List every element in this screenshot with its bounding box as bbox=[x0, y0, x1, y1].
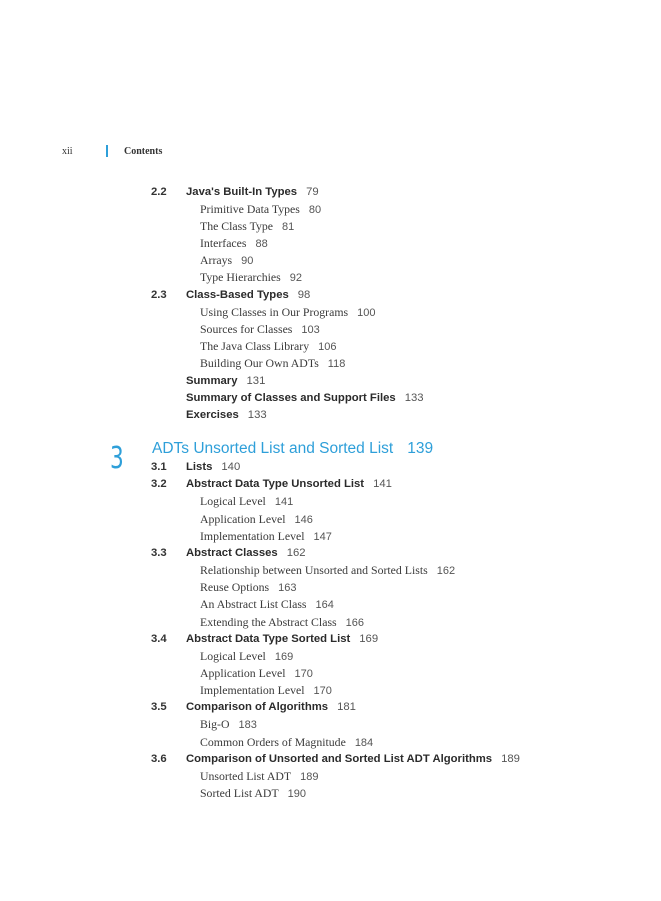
toc-entry[interactable] bbox=[200, 512, 313, 527]
toc-entry[interactable] bbox=[200, 253, 253, 268]
entry-page: 141 bbox=[274, 496, 294, 508]
entry-page: 100 bbox=[357, 307, 376, 319]
toc-entry[interactable] bbox=[151, 752, 520, 766]
entry-title: Interfaces bbox=[200, 236, 247, 250]
toc-entry[interactable] bbox=[200, 580, 297, 595]
toc-entry[interactable] bbox=[200, 683, 332, 698]
toc-entry[interactable] bbox=[200, 735, 373, 750]
entry-page: 146 bbox=[294, 514, 313, 526]
entry-page: 140 bbox=[221, 461, 241, 473]
toc-entry[interactable] bbox=[200, 339, 336, 354]
entry-title: The Class Type bbox=[200, 219, 274, 233]
header-divider bbox=[106, 145, 108, 157]
entry-title: Type Hierarchies bbox=[200, 270, 281, 284]
entry-page: 164 bbox=[315, 599, 334, 611]
entry-title: Abstract Classes bbox=[186, 547, 278, 559]
toc-entry[interactable] bbox=[200, 202, 321, 217]
entry-title: Application Level bbox=[200, 512, 286, 526]
entry-title: Implementation Level bbox=[200, 529, 305, 543]
entry-page: 147 bbox=[313, 531, 332, 543]
entry-page: 181 bbox=[337, 701, 356, 713]
entry-page: 190 bbox=[287, 788, 307, 800]
toc-entry[interactable] bbox=[151, 546, 306, 560]
toc-entry[interactable] bbox=[151, 185, 319, 199]
toc-entry[interactable] bbox=[151, 632, 378, 646]
entry-title: Lists bbox=[186, 461, 213, 473]
entry-title: Extending the Abstract Class bbox=[200, 615, 337, 629]
section-number: 3.1 bbox=[151, 461, 167, 473]
entry-title: Arrays bbox=[200, 253, 233, 267]
chapter-number: 3 bbox=[110, 441, 124, 476]
entry-title: Relationship between Unsorted and Sorted Lists bbox=[200, 563, 428, 577]
entry-title: Abstract Data Type Sorted List bbox=[186, 633, 351, 645]
entry-page: 184 bbox=[354, 737, 374, 749]
entry-page: 118 bbox=[327, 358, 346, 370]
entry-page: 169 bbox=[274, 651, 294, 663]
entry-page: 133 bbox=[247, 409, 267, 421]
entry-title: Logical Level bbox=[200, 494, 266, 508]
entry-title: Big-O bbox=[200, 717, 230, 731]
toc-entry[interactable] bbox=[151, 460, 240, 474]
entry-page: 162 bbox=[436, 565, 456, 577]
toc-entry[interactable] bbox=[200, 219, 294, 234]
toc-entry[interactable] bbox=[200, 615, 364, 630]
chapter-page: 139 bbox=[407, 440, 434, 457]
toc-entry[interactable] bbox=[200, 494, 293, 509]
entry-page: 166 bbox=[345, 617, 364, 629]
toc-entry[interactable] bbox=[200, 322, 320, 337]
entry-page: 131 bbox=[246, 375, 266, 387]
toc-entry[interactable] bbox=[200, 305, 375, 320]
entry-page: 81 bbox=[282, 221, 295, 233]
entry-title: Sorted List ADT bbox=[200, 786, 279, 800]
entry-page: 90 bbox=[241, 255, 254, 267]
entry-title: Comparison of Algorithms bbox=[186, 701, 329, 713]
section-number: 3.6 bbox=[151, 753, 167, 765]
section-number: 3.2 bbox=[151, 478, 167, 490]
entry-page: 162 bbox=[286, 547, 306, 559]
entry-title: Java's Built-In Types bbox=[186, 186, 298, 198]
entry-title: Using Classes in Our Programs bbox=[200, 305, 349, 319]
entry-page: 170 bbox=[313, 685, 332, 697]
section-number: 3.3 bbox=[151, 547, 167, 559]
toc-entry[interactable] bbox=[200, 597, 334, 612]
entry-page: 133 bbox=[404, 392, 424, 404]
entry-page: 92 bbox=[289, 272, 302, 284]
entry-page: 103 bbox=[301, 324, 320, 336]
entry-title: Logical Level bbox=[200, 649, 266, 663]
entry-title: Class-Based Types bbox=[186, 289, 289, 301]
entry-page: 141 bbox=[373, 478, 392, 490]
entry-title: Primitive Data Types bbox=[200, 202, 300, 216]
toc-entry[interactable] bbox=[200, 563, 455, 578]
section-number: 3.4 bbox=[151, 633, 167, 645]
toc-entry[interactable] bbox=[151, 288, 310, 302]
section-number: 2.2 bbox=[151, 186, 167, 198]
entry-title: Reuse Options bbox=[200, 580, 270, 594]
toc-entry[interactable] bbox=[200, 356, 345, 371]
entry-title: An Abstract List Class bbox=[200, 597, 307, 611]
toc-entry[interactable] bbox=[200, 717, 257, 732]
entry-page: 169 bbox=[359, 633, 379, 645]
entry-page: 106 bbox=[318, 341, 337, 353]
entry-title: Abstract Data Type Unsorted List bbox=[186, 478, 365, 490]
entry-title: Unsorted List ADT bbox=[200, 769, 292, 783]
page-number: xii bbox=[62, 146, 73, 157]
entry-page: 189 bbox=[501, 753, 520, 765]
section-number: 3.5 bbox=[151, 701, 167, 713]
entry-title: Common Orders of Magnitude bbox=[200, 735, 346, 749]
entry-page: 80 bbox=[308, 204, 322, 216]
entry-title: Application Level bbox=[200, 666, 286, 680]
entry-title: Exercises bbox=[186, 409, 239, 421]
entry-page: 98 bbox=[297, 289, 311, 301]
toc-entry[interactable] bbox=[200, 529, 332, 544]
chapter-heading[interactable] bbox=[152, 440, 433, 458]
toc-entry[interactable] bbox=[200, 270, 302, 285]
section-title: Contents bbox=[124, 146, 163, 157]
entry-title: Summary of Classes and Support Files bbox=[186, 392, 396, 404]
toc-entry[interactable] bbox=[151, 700, 356, 714]
entry-title: Sources for Classes bbox=[200, 322, 293, 336]
toc-entry[interactable] bbox=[200, 649, 293, 664]
entry-page: 79 bbox=[306, 186, 319, 198]
entry-title: Building Our Own ADTs bbox=[200, 356, 319, 370]
entry-title: Comparison of Unsorted and Sorted List ADT Algorithms bbox=[186, 753, 493, 765]
entry-title: The Java Class Library bbox=[200, 339, 310, 353]
toc-entry[interactable] bbox=[200, 236, 268, 251]
entry-page: 183 bbox=[238, 719, 257, 731]
entry-title: Summary bbox=[186, 375, 238, 387]
toc-entry[interactable] bbox=[200, 786, 306, 801]
entry-title: Implementation Level bbox=[200, 683, 305, 697]
section-number: 2.3 bbox=[151, 289, 167, 301]
toc-entry[interactable] bbox=[200, 769, 318, 784]
entry-page: 189 bbox=[300, 771, 319, 783]
toc-entry[interactable] bbox=[200, 666, 313, 681]
entry-page: 170 bbox=[294, 668, 313, 680]
toc-entry[interactable] bbox=[186, 408, 267, 422]
toc-entry[interactable] bbox=[186, 391, 424, 405]
entry-page: 88 bbox=[255, 238, 268, 250]
toc-entry[interactable] bbox=[186, 374, 265, 388]
entry-page: 163 bbox=[278, 582, 297, 594]
chapter-title: ADTs Unsorted List and Sorted List bbox=[152, 440, 394, 457]
toc-entry[interactable] bbox=[151, 477, 392, 491]
